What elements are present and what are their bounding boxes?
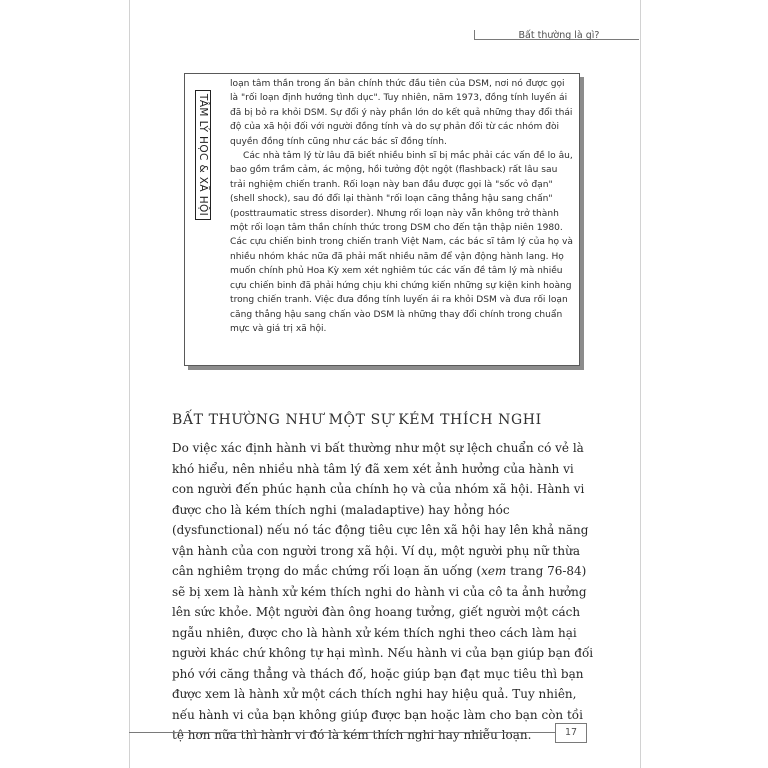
running-head: Bất thường là gì? xyxy=(518,30,600,41)
section-heading: BẤT THƯỜNG NHƯ MỘT SỰ KÉM THÍCH NGHI xyxy=(172,412,542,428)
sidebar-vertical-label xyxy=(195,90,211,220)
sidebar-paragraph: loạn tâm thần trong ấn bản chính thức đầu tiên của DSM, nơi nó được gọi là "rối loạn định hướng tình dục". Tuy nhiên, năm 1973, đồng tính luyến ái đã bị bỏ ra khỏi DSM. Sự đổi ý này phần lớn do kết quả những thay đổi thái độ của xã hội đối với người đồng tính và do sự phản đối từ các nhóm đòi quyền đồng tính cũng như các bác sĩ đồng tính. xyxy=(230,79,573,147)
sidebar-text xyxy=(230,77,575,336)
footer-rule xyxy=(129,732,555,733)
sidebar-paragraph: Các nhà tâm lý từ lâu đã biết nhiều binh sĩ bị mắc phải các vấn đề lo âu, bao gồm trầm cảm, ác mộng, hồi tưởng đột ngột (flashback) rất lâu sau trải nghiệm chiến tranh. Rối loạn này ban đầu được gọi là "sốc vỏ đạn" (shell shock), sau đó đổi lại thành "rối loạn căng thẳng hậu sang chấn" (posttraumatic stress disorder). Nhưng rối loạn này vẫn không trở thành một rối loạn tâm thần chính thức trong DSM cho đến tận thập niên 1980. Các cựu chiến binh trong chiến tranh Việt Nam, các bác sĩ tâm lý của họ và nhiều nhóm khác nữa đã phải mất nhiều năm để vận động hành lang. Họ muốn chính phủ Hoa Kỳ xem xét nghiêm túc các vấn đề tâm lý mà nhiều cựu chiến binh đã phải hứng chịu khi chứng kiến những sự kiện kinh hoàng trong chiến tranh. Việc đưa đồng tính luyến ái ra khỏi DSM và đưa rối loạn căng thẳng hậu sang chấn vào DSM là những thay đổi chính trong chuẩn mực và giá trị xã hội. xyxy=(230,151,573,334)
sidebar-vertical-label-text: TÂM LÝ HỌC & XÃ HỘI xyxy=(197,93,209,217)
page-number: 17 xyxy=(555,723,587,743)
body-text-part: Do việc xác định hành vi bất thường như một sự lệch chuẩn có vẻ là khó hiểu, nên nhiều nhà tâm lý đã xem xét ảnh hưởng của hành vi con người đến phúc hạnh của chính họ và của nhóm xã hội. Hành vi được cho là kém thích nghi (maladaptive) hay hỏng hóc (dysfunctional) nếu nó tác động tiêu cực lên xã hội hay lên khả năng vận hành của con người trong xã hội. Ví dụ, một người phụ nữ thừa cân nghiêm trọng do mắc chứng rối loạn ăn uống ( xyxy=(172,441,589,578)
body-paragraph xyxy=(172,438,594,746)
body-text-italic: xem xyxy=(481,564,507,578)
body-text-part: trang 76-84) sẽ bị xem là hành xử kém thích nghi do hành vi của cô ta ảnh hưởng lên sức khỏe. Một người đàn ông hoang tưởng, giết người một cách ngẫu nhiên, được cho là hành xử kém thích nghi theo cách làm hại người khác chứ không tự hại mình. Nếu hành vi của bạn giúp bạn đối phó với căng thẳng và thách đố, hoặc giúp bạn đạt mục tiêu thì bạn được xem là hành xử một cách thích nghi hay hiệu quả. Tuy nhiên, nếu hành vi của bạn không giúp được bạn hoặc làm cho bạn còn tồi tệ hơn nữa thì hành vi đó là kém thích nghi hay nhiễu loạn. xyxy=(172,564,594,742)
